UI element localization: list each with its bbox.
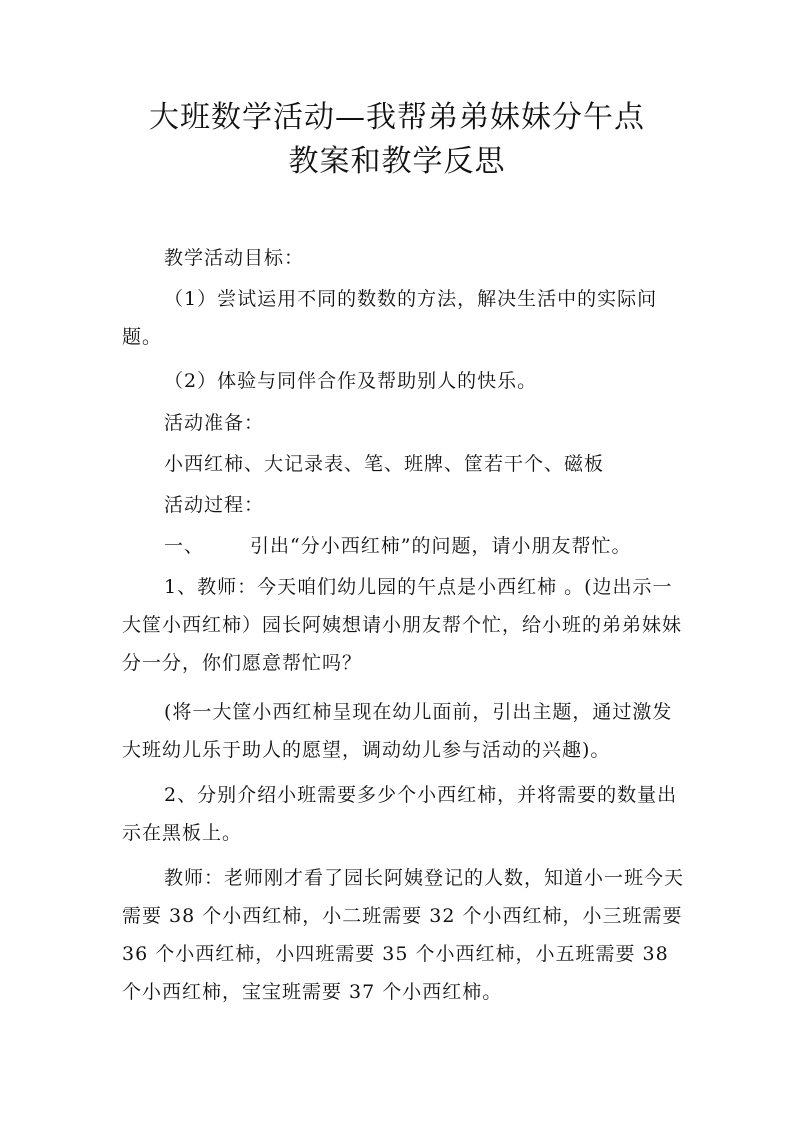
step-one-number: 一、 [164, 535, 205, 557]
goal-item-1: （1）尝试运用不同的数数的方法，解决生活中的实际问题。 [122, 288, 658, 348]
document-title-line1: 大班数学活动—我帮弟弟妹妹分午点 [149, 100, 645, 135]
goal-heading: 教学活动目标： [164, 247, 305, 269]
prep-heading: 活动准备： [164, 412, 265, 434]
process-heading: 活动过程： [164, 494, 265, 516]
document-title-line2: 教案和教学反思 [288, 144, 506, 179]
process-item-1: 1、教师：今天咱们幼儿园的午点是小西红柿 。(边出示一大筐小西红柿）园长阿姨想请小朋友帮个忙，给小班的弟弟妹妹分一分，你们愿意帮忙吗？ [122, 576, 683, 674]
prep-items: 小西红柿、大记录表、笔、班牌、筐若干个、磁板 [164, 453, 605, 475]
teacher-text: 教师：老师刚才看了园长阿姨登记的人数，知道小一班今天需要 38 个小西红柿，小二班需要 32 个小西红柿，小三班需要 36 个小西红柿，小四班需要 35 个小西红柿，小五班需要 38 个小西红柿，宝宝班需要 37 个小西红柿。 [122, 867, 685, 1003]
step-one-text: 引出“分小西红柿”的问题，请小朋友帮忙。 [250, 535, 632, 557]
process-item-2: 2、分别介绍小班需要多少个小西红柿，并将需要的数量出示在黑板上。 [122, 784, 678, 844]
process-item-1-note: (将一大筐小西红柿呈现在幼儿面前，引出主题，通过激发大班幼儿乐于助人的愿望，调动幼儿参与活动的兴趣)。 [122, 701, 673, 761]
step-one [122, 527, 688, 565]
goal-item-2: （2）体验与同伴合作及帮助别人的快乐。 [164, 370, 538, 392]
